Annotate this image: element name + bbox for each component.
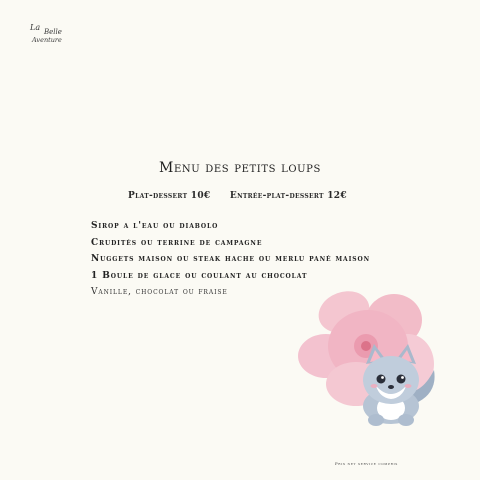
menu-item-starter: Crudités ou terrine de campagne <box>91 237 263 248</box>
footer-note: Prix net service compris <box>335 461 398 466</box>
restaurant-logo <box>28 24 72 50</box>
price-plat-dessert: Plat-dessert 10€ <box>128 191 211 201</box>
wolf-cub-flower-icon <box>296 284 446 434</box>
logo-line-3: Aventure <box>32 36 62 44</box>
menu-item-dessert: 1 Boule de glace ou coulant au chocolat <box>91 270 308 281</box>
price-options <box>128 191 368 201</box>
menu-item-main: Nuggets maison ou steak hache ou merlu pané maison <box>91 254 371 264</box>
menu-item-drink: Sirop a l'eau ou diabolo <box>91 221 219 231</box>
logo-line-2: Belle <box>44 28 62 36</box>
logo-line-1: La <box>30 23 41 32</box>
menu-title: Menu des petits loups <box>159 160 321 176</box>
price-entree-plat-dessert: Entrée-plat-dessert 12€ <box>229 191 347 201</box>
menu-item-flavors: Vanille, chocolat ou fraise <box>91 287 228 297</box>
